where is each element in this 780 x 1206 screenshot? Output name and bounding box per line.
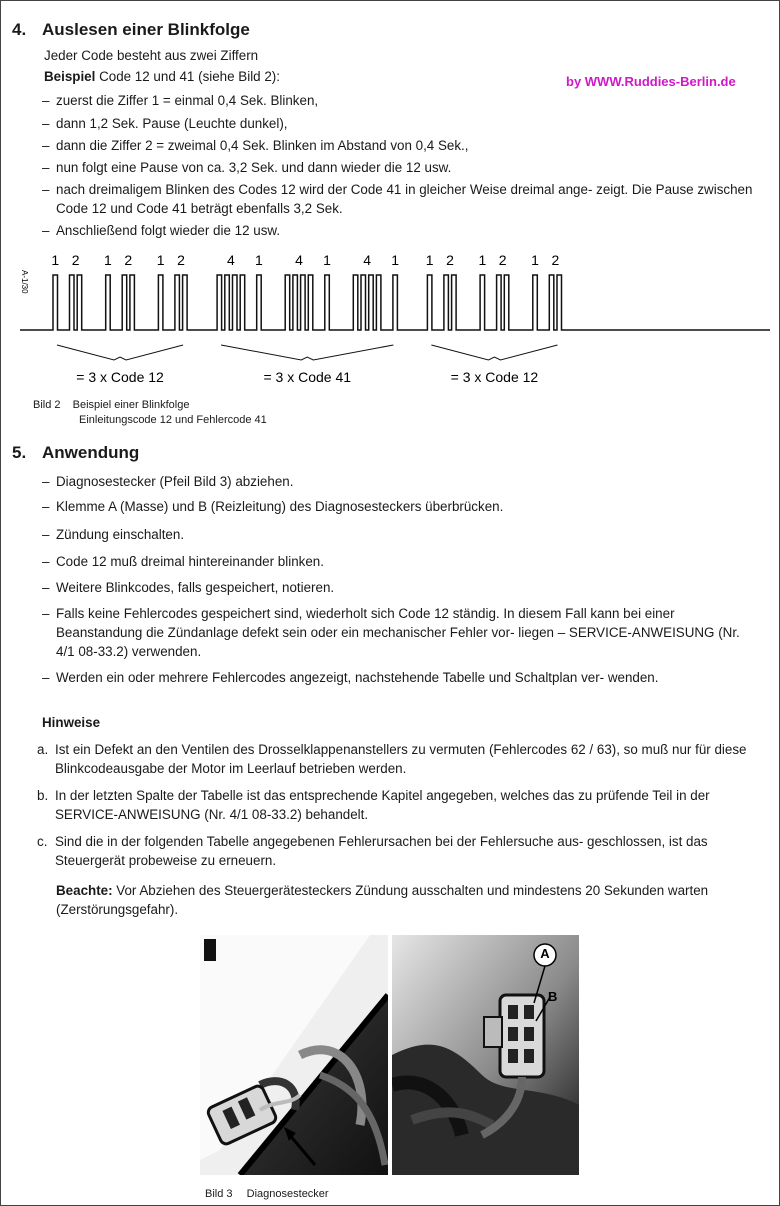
section-5-heading [12,443,139,463]
group-brace [431,345,557,360]
section-4-title: Auslesen einer Blinkfolge [42,20,250,39]
section-4-step: – dann die Ziffer 2 = zweimal 0,4 Sek. Blinken im Abstand von 0,4 Sek., [42,138,469,153]
digit-label: 1 [425,252,434,268]
digit-label: 2 [124,252,133,268]
section-4-step: – zuerst die Ziffer 1 = einmal 0,4 Sek. Blinken, [42,93,319,108]
caution-text: Vor Abziehen des Steuergerätesteckers Zündung ausschalten und mindestens 20 Sekunden warten (Zerstörungsgefahr). [56,883,709,917]
note-item: b. In der letzten Spalte der Tabelle ist das entsprechende Kapitel angegeben, welches das zu prüfende Teil in der SERVICE-ANWEISUNG (Nr. 4/1 08-33.2) behandelt. [37,788,710,822]
example-label: Beispiel [44,69,96,84]
section-4-step: – dann 1,2 Sek. Pause (Leuchte dunkel), [42,116,288,131]
caution-label: Beachte: [56,883,113,898]
group-brace [221,345,393,360]
section-5-step: – Werden ein oder mehrere Fehlercodes angezeigt, nachstehende Tabelle und Schaltplan ver- wenden. [42,670,659,685]
figure-2-caption [33,398,189,413]
figure-2-caption-line2: Einleitungscode 12 und Fehlercode 41 [79,414,267,426]
figure-2-caption-line1: Beispiel einer Blinkfolge [72,399,190,411]
figure-3-caption [205,1187,329,1202]
digit-label: 2 [71,252,80,268]
digit-label: 1 [255,252,263,268]
label-a: A [540,946,550,961]
digit-label: 1 [51,252,60,268]
section-4-number: 4. [12,20,27,39]
digit-label: 1 [391,252,400,268]
section-5-step: – Weitere Blinkcodes, falls gespeichert, notieren. [42,580,335,595]
digit-label: 4 [295,252,303,268]
group-brace [57,345,183,360]
diagnostic-connector-photo [392,935,579,1175]
section-4-intro: Jeder Code besteht aus zwei Ziffern [44,48,259,63]
digit-label: 1 [156,252,165,268]
group-label: = 3 x Code 12 [450,369,539,385]
example-text: Code 12 und 41 (siehe Bild 2): [95,69,280,84]
digit-label: 2 [446,252,454,268]
section-4-step: – nun folgt eine Pause von ca. 3,2 Sek. und dann wieder die 12 usw. [42,160,452,175]
section-5-step: – Diagnosestecker (Pfeil Bild 3) abziehen. [42,474,294,489]
blink-sequence-diagram [0,240,780,400]
section-5-number: 5. [12,443,27,462]
note-item: c. Sind die in der folgenden Tabelle angegebenen Fehlerursachen bei der Fehlersuche aus- geschlossen, ist das Steuergerät probeweise zu erneuern. [37,834,708,868]
digit-label: 1 [531,252,539,268]
section-5-step: – Zündung einschalten. [42,527,185,542]
website-credit: by WWW.Ruddies-Berlin.de [566,74,736,89]
figure-3-caption-label: Bild 3 [205,1188,233,1200]
section-4-heading [12,20,250,40]
digit-label: 2 [498,252,507,268]
group-label: = 3 x Code 12 [76,369,164,385]
section-4-step: – nach dreimaligem Blinken des Codes 12 wird der Code 41 in gleicher Weise dreimal ange- zeigt. Die Pause zwischen Code 12 und Code 41 beträgt ebenfalls 3,2 Sek. [42,182,753,216]
digit-label: 1 [478,252,487,268]
digit-label: 4 [227,252,235,268]
section-5-step: – Falls keine Fehlercodes gespeichert sind, wiederholt sich Code 12 ständig. In diesem Fall kann bei einer Beanstandung die Zündanlage defekt sein oder ein mechanischer Fehler vor- liegen – SERVICE-ANWEISUNG (Nr. 4/1 08-33.2) verwenden. [42,606,740,659]
caution-note [56,881,762,919]
group-label: = 3 x Code 41 [263,369,352,385]
figure-2-caption-label: Bild 2 [33,399,61,411]
digit-label: 2 [551,252,560,268]
digit-label: 4 [363,252,371,268]
section-5-step: – Code 12 muß dreimal hintereinander blinken. [42,554,324,569]
digit-label: 2 [177,252,185,268]
section-5-title: Anwendung [42,443,140,462]
section-4-step: – Anschließend folgt wieder die 12 usw. [42,223,281,238]
engine-bay-photo-left [200,935,388,1175]
blink-waveform [20,275,770,330]
figure-side-label: A-1/30 [20,270,29,294]
digit-label: 1 [104,252,112,268]
example-line [44,66,280,87]
notes-heading: Hinweise [42,715,101,730]
note-item: a. Ist ein Defekt an den Ventilen des Drosselklappenanstellers zu vermuten (Fehlercodes 62 / 63), so muß nur für diese Blinkcodeausgabe der Motor im Leerlauf betrieben werden. [37,742,747,776]
digit-label: 1 [323,252,331,268]
photo-tag: 11/31 [203,941,212,961]
figure-3-caption-text: Diagnosestecker [246,1188,329,1200]
label-b: B [548,989,558,1004]
section-5-step: – Klemme A (Masse) und B (Reizleitung) des Diagnosesteckers überbrücken. [42,499,504,514]
